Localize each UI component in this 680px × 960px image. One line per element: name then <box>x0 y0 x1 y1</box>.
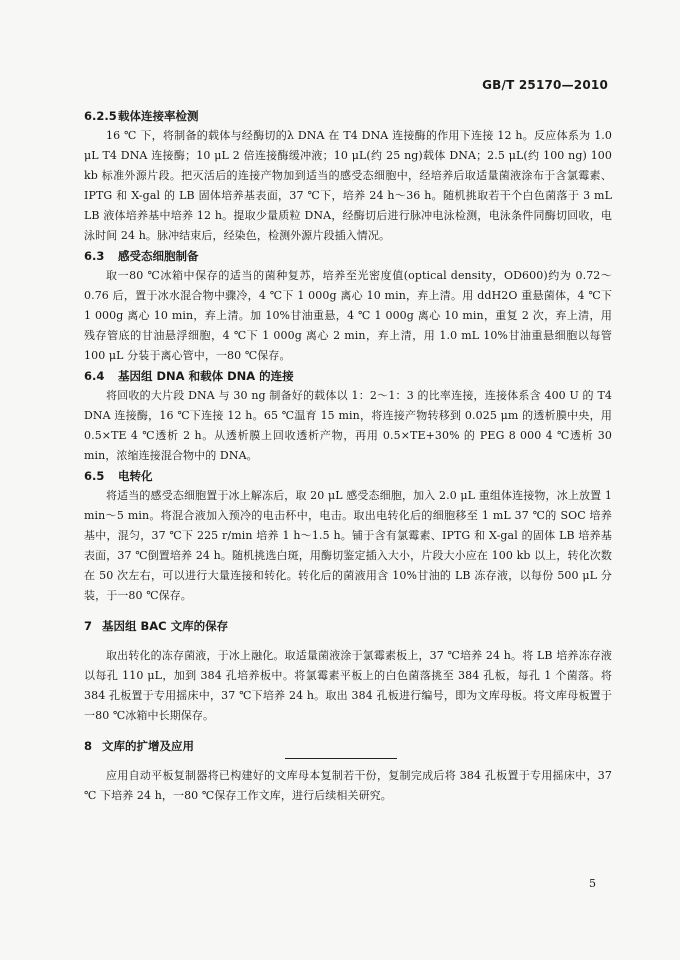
section-paragraph: 取一80 ℃冰箱中保存的适当的菌种复苏，培养至光密度值(optical density，OD600)约为 0.72～0.76 后，置于冰水混合物中骤冷，4 ℃下 1 000g 离心 10 min，弃上清。用 ddH2O 重悬菌体，4 ℃下 1 000g 离心 10 min，弃上清。加 10%甘油重悬，4 ℃ 1 000g 离心 10 min，重复 2 次，弃上清，用残存管底的甘油悬浮细胞，4 ℃下 1 000g 离心 2 min，弃上清，用 1.0 mL 10%甘油重悬细胞以每管 100 μL 分装于离心管中，一80 ℃保存。 <box>84 269 612 362</box>
section-paragraph: 取出转化的冻存菌液，于冰上融化。取适量菌液涂于氯霉素板上，37 ℃培养 24 h。将 LB 培养冻存液以每孔 110 μL，加到 384 孔培养板中。将氯霉素平板上的白色菌落挑至 384 孔板，每孔 1 个菌落。将 384 孔板置于专用摇床中，37 ℃下培养 24 h。取出 384 孔板进行编号，即为文库母板。将文库母板置于一80 ℃冰箱中长期保存。 <box>84 649 612 722</box>
section-title: 基因组 BAC 文库的保存 <box>102 619 229 633</box>
section-number: 6.2.5 <box>84 109 117 123</box>
section-number: 6.5 <box>84 469 105 483</box>
section-number: 6.3 <box>84 249 105 263</box>
section-title: 文库的扩增及应用 <box>102 739 194 753</box>
section-title: 电转化 <box>118 469 153 483</box>
section-heading-6-5 <box>84 466 612 486</box>
section-heading-6-2-5 <box>84 106 612 126</box>
section-title: 感受态细胞制备 <box>118 249 199 263</box>
end-rule <box>285 758 397 759</box>
section-paragraph: 将回收的大片段 DNA 与 30 ng 制备好的载体以 1：2～1：3 的比率连接，连接体系含 400 U 的 T4 DNA 连接酶，16 ℃下连接 12 h。65 ℃温育 15 min，将连接产物转移到 0.025 μm 的透析膜中央，用 0.5×TE 4 ℃透析 2 h。从透析膜上回收透析产物，再用 0.5×TE+30% 的 PEG 8 000 4 ℃透析 30 min，浓缩连接混合物中的 DNA。 <box>84 389 612 462</box>
section-heading-8 <box>84 736 612 756</box>
section-number: 7 <box>84 619 93 633</box>
document-body <box>84 106 612 806</box>
standard-number: GB/T 25170—2010 <box>482 78 608 92</box>
section-number: 8 <box>84 739 93 753</box>
section-heading-6-4 <box>84 366 612 386</box>
section-title: 基因组 DNA 和载体 DNA 的连接 <box>118 369 294 383</box>
section-paragraph: 16 ℃ 下，将制备的载体与经酶切的λ DNA 在 T4 DNA 连接酶的作用下连接 12 h。反应体系为 1.0 μL T4 DNA 连接酶；10 μL 2 倍连接酶缓冲液；10 μL(约 25 ng)载体 DNA；2.5 μL(约 100 ng) 100 kb 标准外源片段。把灭活后的连接产物加到适当的感受态细胞中，经培养后取适量菌液涂布于含氯霉素、IPTG 和 X-gal 的 LB 固体培养基表面，37 ℃下，培养 24 h～36 h。随机挑取若干个白色菌落于 3 mL LB 液体培养基中培养 12 h。提取少量质粒 DNA，经酶切后进行脉冲电泳检测，电泳条件同酶切回收，电泳时间 24 h。脉冲结束后，经染色，检测外源片段插入情况。 <box>84 129 612 242</box>
section-heading-7 <box>84 616 612 636</box>
section-paragraph: 应用自动平板复制器将已构建好的文库母本复制若干份，复制完成后将 384 孔板置于专用摇床中，37 ℃ 下培养 24 h，一80 ℃保存工作文库，进行后续相关研究。 <box>84 769 612 802</box>
section-heading-6-3 <box>84 246 612 266</box>
page-number: 5 <box>589 877 596 890</box>
section-number: 6.4 <box>84 369 105 383</box>
section-title: 载体连接率检测 <box>118 109 199 123</box>
section-paragraph: 将适当的感受态细胞置于冰上解冻后，取 20 μL 感受态细胞，加入 2.0 μL 重组体连接物，冰上放置 1 min～5 min。将混合液加入预冷的电击杯中，电击。取出电转化后的细胞移至 1 mL 37 ℃的 SOC 培养基中，混匀，37 ℃下 225 r/min 培养 1 h～1.5 h。铺于含有氯霉素、IPTG 和 X-gal 的固体 LB 培养基表面，37 ℃倒置培养 24 h。随机挑选白斑，用酶切鉴定插入大小，片段大小应在 100 kb 以上，转化次数在 50 次左右，可以进行大量连接和转化。转化后的菌液用含 10%甘油的 LB 冻存液，以每份 500 μL 分装，于一80 ℃保存。 <box>84 489 612 602</box>
